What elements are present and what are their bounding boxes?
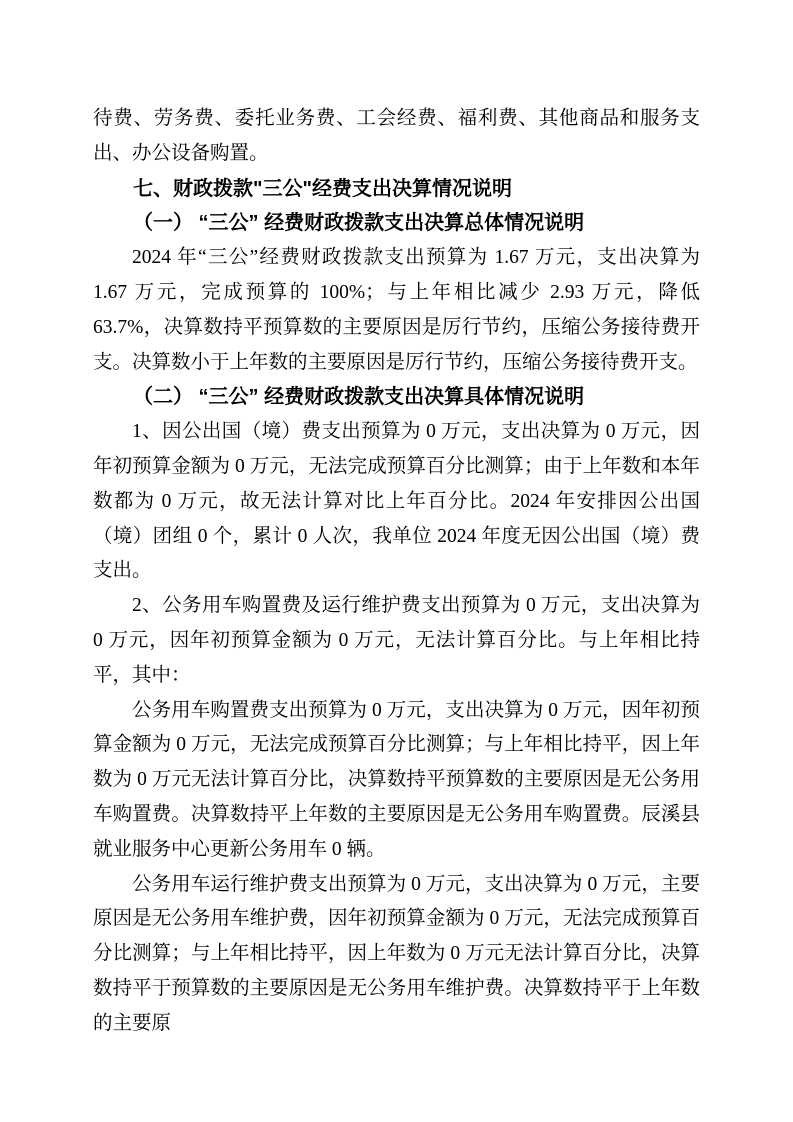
paragraph: 公务用车运行维护费支出预算为 0 万元，支出决算为 0 万元，主要原因是无公务用车维护费，因年初预算金额为 0 万元，无法完成预算百分比测算；与上年相比持平，因上年数为 0 万元无法计算百分比，决算数持平于预算数的主要原因是无公务用车维护费。决算数持平于上年数的主要原 [93, 873, 700, 1034]
paragraph: 1、因公出国（境）费支出预算为 0 万元，支出决算为 0 万元，因年初预算金额为 0 万元，无法完成预算百分比测算；由于上年数和本年数都为 0 万元，故无法计算对比上年百分比。2024 年安排因公出国（境）团组 0 个，累计 0 人次，我单位 2024 年度无因公出国（境）费支出。 [93, 421, 700, 582]
paragraph: 2、公务用车购置费及运行维护费支出预算为 0 万元，支出决算为 0 万元，因年初预算金额为 0 万元，无法计算百分比。与上年相比持平，其中： [93, 595, 700, 686]
paragraph: 2024 年“三公”经费财政拨款支出预算为 1.67 万元，支出决算为 1.67 万元，完成预算的 100%；与上年相比减少 2.93 万元，降低 63.7%，决算数持平预算数的主要原因是厉行节约，压缩公务接待费开支。决算数小于上年数的主要原因是厉行节约，压缩公务接待费开支。 [93, 247, 700, 373]
paragraph: 待费、劳务费、委托业务费、工会经费、福利费、其他商品和服务支出、办公设备购置。 [93, 108, 700, 164]
section-heading: （一） “三公” 经费财政拨款支出决算总体情况说明 [133, 212, 585, 235]
paragraph: 公务用车购置费支出预算为 0 万元，支出决算为 0 万元，因年初预算金额为 0 万元，无法完成预算百分比测算；与上年相比持平，因上年数为 0 万元无法计算百分比，决算数持平预算数的主要原因是无公务用车购置费。决算数持平上年数的主要原因是无公务用车购置费。辰溪县就业服务中心更新公务用车 0 辆。 [93, 699, 700, 860]
section-heading: （二） “三公” 经费财政拨款支出决算具体情况说明 [133, 386, 585, 409]
section-heading: 七、财政拨款"三公"经费支出决算情况说明 [133, 177, 512, 200]
document-body [93, 102, 700, 1042]
